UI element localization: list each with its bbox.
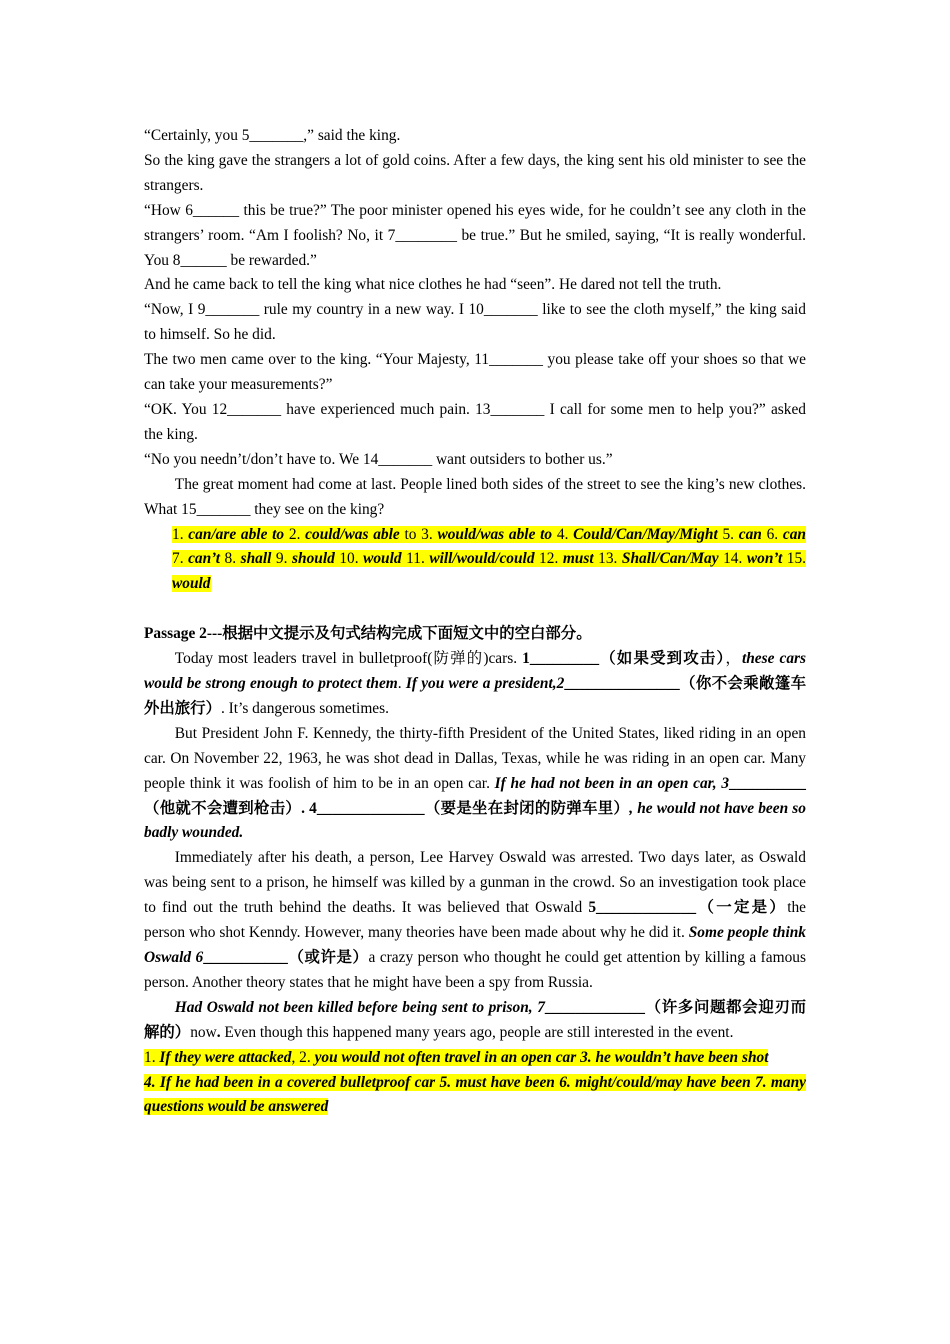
passage1-line: The two men came over to the king. “Your Majesty, 11_______ you please take off your shoes so that we can take your measurements?” (144, 351, 806, 394)
passage2-answers-2: 4. If he had been in a covered bulletproof car 5. must have been 6. might/could/may have been 7. many questions would be answered (144, 1073, 806, 1116)
passage1-line: “OK. You 12_______ have experienced much pain. 13_______ I call for some men to help you?” asked the king. (144, 400, 806, 443)
passage2-heading: Passage 2---根据中文提示及句式结构完成下面短文中的空白部分。 (144, 625, 592, 643)
passage2-paragraph-1: Today most leaders travel in bulletproof(防弹的)cars. 1_________（如果受到攻击），these cars would be strong enough to protect them. If you were a president,2_______________（你不会乘敞篷车外出旅行）. It’s dangerous sometimes. (144, 650, 806, 717)
passage2-paragraph-2: But President John F. Kennedy, the thirty-fifth President of the United States, liked riding in an open car. On November 22, 1963, he was shot dead in Dallas, Texas, while he was riding in an open car. Many people think it was foolish of him to be in an open car. If he had not been in an open car, 3__________（他就不会遭到枪击）. 4______________（要是坐在封闭的防弹车里）, he would not have been so badly wounded. (144, 724, 806, 842)
section-gap (144, 597, 806, 622)
document-content (144, 124, 806, 1120)
passage1-line: “How 6______ this be true?” The poor minister opened his eyes wide, for he couldn’t see any cloth in the strangers’ room. “Am I foolish? No, it 7________ be true.” But he smiled, saying, “It is really wonderful. You 8______ be rewarded.” (144, 201, 806, 269)
passage1-line: So the king gave the strangers a lot of gold coins. After a few days, the king sent his old minister to see the strangers. (144, 151, 806, 194)
passage1-line: And he came back to tell the king what nice clothes he had “seen”. He dared not tell the truth. (144, 276, 722, 294)
passage1-line: “Certainly, you 5_______,” said the king. (144, 127, 401, 144)
passage1-line: “No you needn’t/don’t have to. We 14_______ want outsiders to bother us.” (144, 450, 613, 468)
passage1-closing: The great moment had come at last. People lined both sides of the street to see the king’s new clothes. What 15_______ they see on the king? (144, 475, 806, 518)
passage1-answers: 1. can/are able to 2. could/was able to 3. would/was able to 4. Could/Can/May/Might 5. can 6. can 7. can’t 8. shall 9. should 10. would 11. will/would/could 12. must 13. Shall/Can/May 14. won’t 15. would (172, 525, 806, 593)
passage2-answers-1: 1. If they were attacked, 2. you would not often travel in an open car 3. he wouldn’t have been shot (144, 1048, 769, 1066)
passage2-paragraph-3: Immediately after his death, a person, Lee Harvey Oswald was arrested. Two days later, as Oswald was being sent to a prison, he himself was killed by a gunman in the crowd. So an investigation took place to find out the truth behind the deaths. It was believed that Oswald 5_____________（一定是）the person who shot Kenndy. However, many theories have been made about why he did it. Some people think Oswald 6___________（或许是）a crazy person who thought he could get attention by killing a famous person. Another theory states that he might have been a spy from Russia. (144, 849, 806, 991)
passage1-line: “Now, I 9_______ rule my country in a new way. I 10_______ like to see the cloth myself,” the king said to himself. So he did. (144, 301, 806, 344)
passage2-paragraph-4: Had Oswald not been killed before being sent to prison, 7_____________（许多问题都会迎刃而解的）now. Even though this happened many years ago, people are still interested in the event. (144, 998, 806, 1041)
